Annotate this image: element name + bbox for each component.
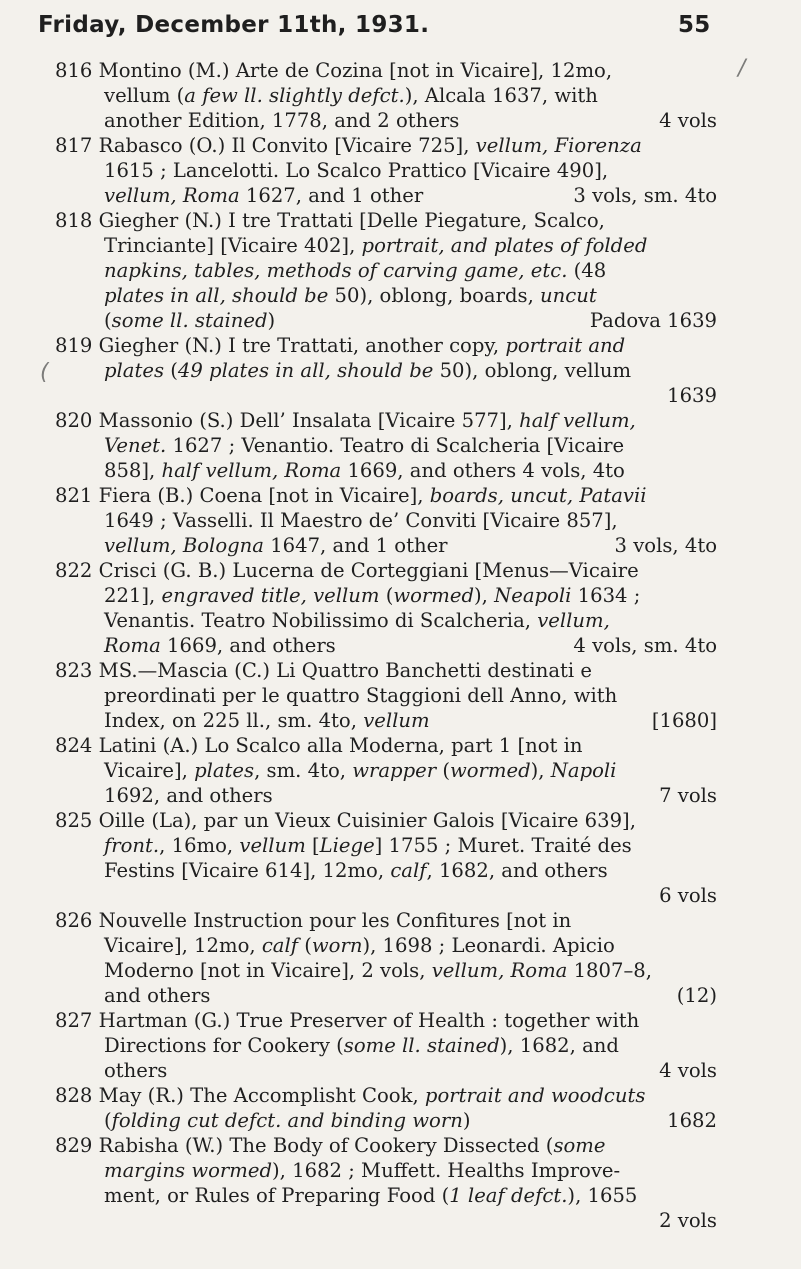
lot-line xyxy=(55,383,717,408)
lot-text: [ xyxy=(305,834,320,857)
lot-entry xyxy=(55,908,717,1008)
italic-text: front. xyxy=(104,834,160,857)
italic-text: half vellum, xyxy=(519,409,636,432)
italic-text: plates in all, should be xyxy=(104,284,329,307)
italic-text: worn xyxy=(311,934,363,957)
italic-text: vellum, Bologna xyxy=(104,534,264,557)
lot-text: 819 Giegher (N.) I tre Trattati, another copy, xyxy=(55,334,506,357)
lot-text: , sm. 4to, xyxy=(254,759,353,782)
italic-text: wormed xyxy=(449,759,531,782)
lot-text: ), xyxy=(530,759,551,782)
italic-text: portrait, and plates of folded xyxy=(361,234,648,257)
lot-text: Directions for Cookery ( xyxy=(104,1034,344,1057)
lot-volumes: 3 vols, 4to xyxy=(614,534,717,557)
lot-text: ( xyxy=(104,1109,112,1132)
lot-text: , 1682, and others xyxy=(426,859,608,882)
lot-text: Moderno [not in Vicaire], 2 vols, xyxy=(104,959,432,982)
lot-line xyxy=(55,58,717,83)
lot-line xyxy=(55,433,717,458)
lot-entry xyxy=(55,808,717,908)
page-number: 55 xyxy=(678,12,711,38)
lot-line xyxy=(55,1208,717,1233)
lot-text: 1647, and 1 other xyxy=(263,534,448,557)
lot-line xyxy=(55,708,717,733)
italic-text: vellum, Roma xyxy=(104,184,240,207)
lot-text: (48 xyxy=(567,259,607,282)
italic-text: Neapoli xyxy=(494,584,572,607)
lot-line xyxy=(55,1158,717,1183)
lot-text: 1669, and others xyxy=(160,634,336,657)
lot-line xyxy=(55,158,717,183)
lot-line xyxy=(55,608,717,633)
lot-volumes: Padova 1639 xyxy=(589,309,717,332)
lot-line xyxy=(55,808,717,833)
lot-text: ), Alcala 1637, with xyxy=(404,84,598,107)
lot-text: 1634 ; xyxy=(571,584,641,607)
lot-line xyxy=(55,983,717,1008)
lot-text: Venantis. Teatro Nobilissimo di Scalcheria, xyxy=(104,609,538,632)
lot-text: 50), oblong, boards, xyxy=(328,284,541,307)
lot-text: ( xyxy=(436,759,450,782)
italic-text: 49 plates in all, should be xyxy=(177,359,434,382)
italic-text: vellum, Roma xyxy=(431,959,568,982)
lot-line xyxy=(55,333,717,358)
lot-line xyxy=(55,783,717,808)
lot-text: 817 Rabasco (O.) Il Convito [Vicaire 725], xyxy=(55,134,476,157)
italic-text: Liege xyxy=(319,834,375,857)
lot-line xyxy=(55,508,717,533)
lot-text: others xyxy=(104,1059,168,1082)
lot-text: ( xyxy=(164,359,178,382)
italic-text: engraved title, vellum xyxy=(161,584,380,607)
lot-text: vellum ( xyxy=(104,84,185,107)
lot-line xyxy=(55,958,717,983)
lot-volumes: 2 vols xyxy=(659,1209,717,1232)
lot-volumes: 1682 xyxy=(667,1109,717,1132)
lot-line xyxy=(55,108,717,133)
lot-entry xyxy=(55,558,717,658)
lot-entry xyxy=(55,658,717,733)
lot-line xyxy=(55,933,717,958)
lot-volumes: 4 vols xyxy=(659,109,717,132)
italic-text: Venet. xyxy=(104,434,167,457)
lot-text: and others xyxy=(104,984,211,1007)
lot-text: preordinati per le quattro Staggioni dell Anno, with xyxy=(104,684,618,707)
lot-text: ] 1755 ; Muret. Traité des xyxy=(374,834,632,857)
italic-text: plates xyxy=(194,759,255,782)
lot-text: 827 Hartman (G.) True Preserver of Health : together with xyxy=(55,1009,640,1032)
lot-line xyxy=(55,283,717,308)
lot-line xyxy=(55,1133,717,1158)
italic-text: vellum, Fiorenza xyxy=(475,134,642,157)
lot-entry xyxy=(55,408,717,483)
italic-text: Roma xyxy=(104,634,161,657)
lot-line xyxy=(55,1058,717,1083)
lot-text: 816 Montino (M.) Arte de Cozina [not in Vicaire], 12mo, xyxy=(55,59,613,82)
lot-entry xyxy=(55,58,717,133)
lot-volumes: 4 vols, sm. 4to xyxy=(573,634,717,657)
lot-line xyxy=(55,533,717,558)
handwritten-mark: ( xyxy=(40,360,49,385)
lot-text: 828 May (R.) The Accomplisht Cook, xyxy=(55,1084,425,1107)
italic-text: 1 leaf defct. xyxy=(449,1184,568,1207)
italic-text: portrait and xyxy=(505,334,626,357)
lot-text: 858], xyxy=(104,459,162,482)
running-head xyxy=(38,12,738,38)
lot-text: 829 Rabisha (W.) The Body of Cookery Dissected ( xyxy=(55,1134,554,1157)
lot-line xyxy=(55,683,717,708)
lot-line xyxy=(55,658,717,683)
lot-text: ( xyxy=(298,934,312,957)
lot-line xyxy=(55,208,717,233)
lot-volumes: 6 vols xyxy=(659,884,717,907)
lot-entry xyxy=(55,483,717,558)
italic-text: wrapper xyxy=(352,759,437,782)
italic-text: Napoli xyxy=(550,759,617,782)
lot-text: 1649 ; Vasselli. Il Maestro de’ Conviti [Vicaire 857], xyxy=(104,509,618,532)
italic-text: margins wormed xyxy=(104,1159,272,1182)
italic-text: boards, uncut, Patavii xyxy=(429,484,647,507)
lot-text: ), 1682, and xyxy=(499,1034,619,1057)
italic-text: vellum xyxy=(239,834,306,857)
lot-volumes: 1639 xyxy=(667,384,717,407)
lot-text: 1627 ; Venantio. Teatro di Scalcheria [Vicaire xyxy=(166,434,625,457)
italic-text: some xyxy=(553,1134,606,1157)
lot-line xyxy=(55,308,717,333)
lot-text: ment, or Rules of Preparing Food ( xyxy=(104,1184,450,1207)
lot-text: ( xyxy=(379,584,394,607)
italic-text: vellum, xyxy=(537,609,610,632)
lot-line xyxy=(55,83,717,108)
italic-text: calf xyxy=(261,934,299,957)
italic-text: napkins, tables, methods of carving game, etc. xyxy=(104,259,568,282)
italic-text: portrait and woodcuts xyxy=(424,1084,646,1107)
lot-text: Vicaire], 12mo, xyxy=(104,934,262,957)
lot-text: 50), oblong, vellum xyxy=(433,359,632,382)
lot-volumes: 4 vols xyxy=(659,1059,717,1082)
lot-line xyxy=(55,758,717,783)
lot-line xyxy=(55,558,717,583)
italic-text: plates xyxy=(104,359,165,382)
lot-text: , 16mo, xyxy=(159,834,240,857)
italic-text: wormed xyxy=(393,584,475,607)
lot-text: ), xyxy=(474,584,495,607)
lot-entry xyxy=(55,1133,717,1233)
lot-text: ), 1682 ; Muffett. Healths Improve- xyxy=(272,1159,621,1182)
lot-line xyxy=(55,458,717,483)
lot-text: 823 MS.—Mascia (C.) Li Quattro Banchetti destinati e xyxy=(55,659,592,682)
lot-line xyxy=(55,1033,717,1058)
lot-line xyxy=(55,483,717,508)
lot-text: 824 Latini (A.) Lo Scalco alla Moderna, part 1 [not in xyxy=(55,734,583,757)
handwritten-mark: / xyxy=(738,56,746,81)
lot-volumes: 3 vols, sm. 4to xyxy=(573,184,717,207)
italic-text: folding cut defct. and binding worn xyxy=(111,1109,463,1132)
lot-line xyxy=(55,183,717,208)
lot-text: 1615 ; Lancelotti. Lo Scalco Prattico [Vicaire 490], xyxy=(104,159,609,182)
lot-text: 821 Fiera (B.) Coena [not in Vicaire], xyxy=(55,484,430,507)
lot-text: Festins [Vicaire 614], 12mo, xyxy=(104,859,391,882)
lot-line xyxy=(55,633,717,658)
lot-text: 822 Crisci (G. B.) Lucerna de Corteggiani [Menus—Vicaire xyxy=(55,559,639,582)
lot-text: 818 Giegher (N.) I tre Trattati [Delle Piegature, Scalco, xyxy=(55,209,605,232)
lot-line xyxy=(55,408,717,433)
lot-entry xyxy=(55,208,717,333)
italic-text: half vellum, Roma xyxy=(161,459,342,482)
lot-text: ) xyxy=(267,309,276,332)
lot-text: ) xyxy=(462,1109,471,1132)
italic-text: some ll. stained xyxy=(343,1034,500,1057)
lot-entry xyxy=(55,333,717,408)
italic-text: vellum xyxy=(363,709,430,732)
lot-text: 825 Oille (La), par un Vieux Cuisinier Galois [Vicaire 639], xyxy=(55,809,636,832)
lot-line xyxy=(55,833,717,858)
lot-line xyxy=(55,233,717,258)
lot-text: 826 Nouvelle Instruction pour les Confitures [not in xyxy=(55,909,572,932)
lot-text: 1627, and 1 other xyxy=(239,184,424,207)
lot-text: Vicaire], xyxy=(104,759,195,782)
lot-entry xyxy=(55,1083,717,1133)
lot-line xyxy=(55,1008,717,1033)
lot-text: ( xyxy=(104,309,112,332)
lot-text: 221], xyxy=(104,584,162,607)
lot-line xyxy=(55,883,717,908)
lot-entry xyxy=(55,1008,717,1083)
lot-text: ), 1655 xyxy=(567,1184,638,1207)
lot-entry xyxy=(55,733,717,808)
lot-text: Trinciante] [Vicaire 402], xyxy=(104,234,362,257)
lot-line xyxy=(55,733,717,758)
lot-line xyxy=(55,908,717,933)
lot-line xyxy=(55,1083,717,1108)
lot-line xyxy=(55,1183,717,1208)
running-head-text: Friday, December 11th, 1931. xyxy=(38,12,430,38)
lot-line xyxy=(55,583,717,608)
lot-text: 1669, and others 4 vols, 4to xyxy=(341,459,625,482)
lot-line xyxy=(55,1108,717,1133)
italic-text: calf xyxy=(390,859,427,882)
lot-volumes: 7 vols xyxy=(659,784,717,807)
italic-text: uncut xyxy=(540,284,597,307)
lot-text: another Edition, 1778, and 2 others xyxy=(104,109,460,132)
italic-text: some ll. stained xyxy=(111,309,268,332)
lot-text: ), 1698 ; Leonardi. Apicio xyxy=(362,934,615,957)
italic-text: a few ll. slightly defct. xyxy=(184,84,405,107)
lot-volumes: (12) xyxy=(676,984,717,1007)
lot-line xyxy=(55,133,717,158)
lot-volumes: [1680] xyxy=(651,709,717,732)
lot-line xyxy=(55,858,717,883)
lot-text: 1807–8, xyxy=(567,959,652,982)
lot-line xyxy=(55,258,717,283)
lot-text: 1692, and others xyxy=(104,784,273,807)
lot-text: 820 Massonio (S.) Dell’ Insalata [Vicaire 577], xyxy=(55,409,520,432)
lot-entry xyxy=(55,133,717,208)
lot-line xyxy=(55,358,717,383)
lot-text: Index, on 225 ll., sm. 4to, xyxy=(104,709,364,732)
